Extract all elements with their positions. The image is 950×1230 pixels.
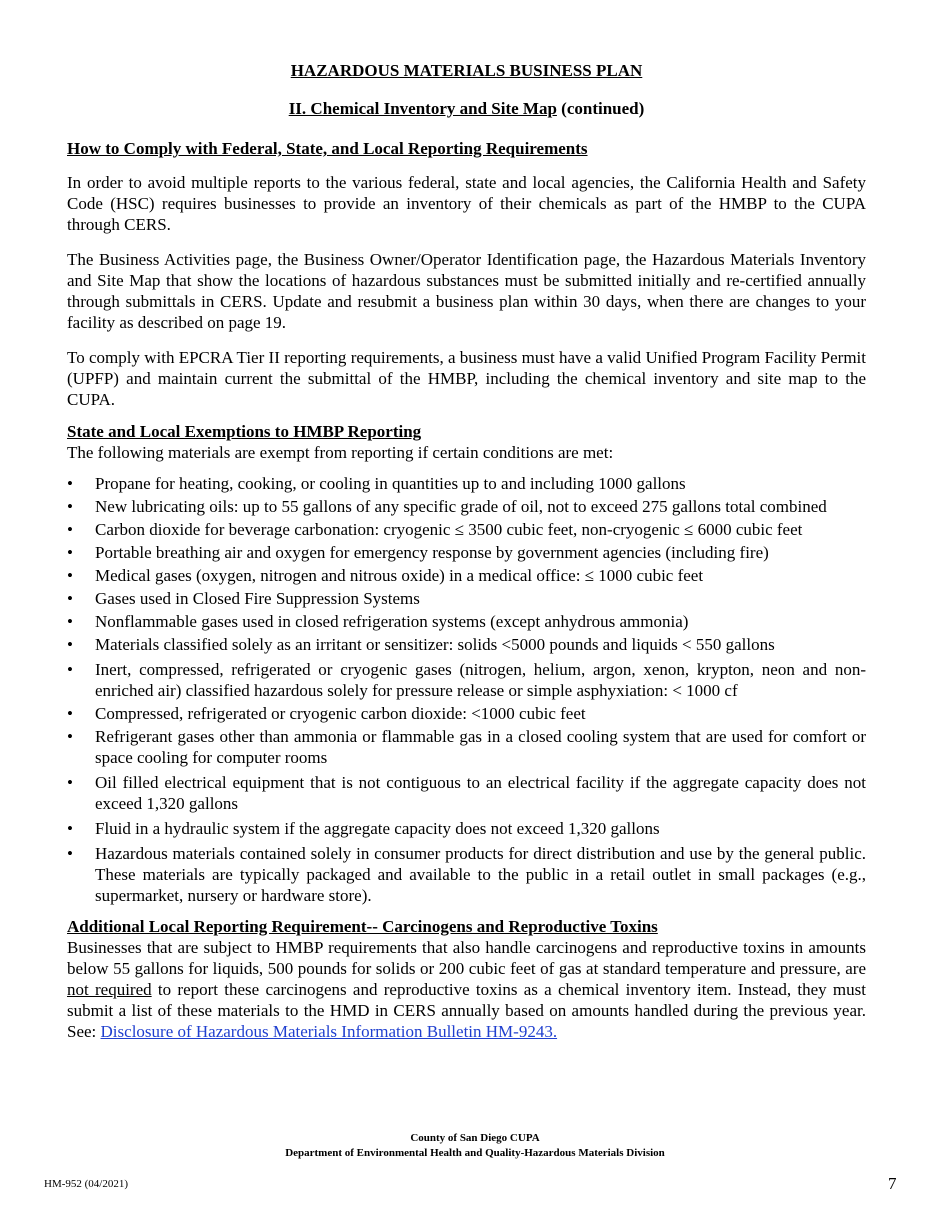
bullet-icon: • (67, 727, 73, 746)
bullet-icon: • (67, 612, 73, 631)
subtitle-suffix: (continued) (556, 99, 645, 118)
section-heading-exemptions: State and Local Exemptions to HMBP Reporting (67, 422, 422, 441)
list-item-text: Carbon dioxide for beverage carbonation: cryogenic ≤ 3500 cubic feet, non-cryogenic ≤ 6000 cubic feet (95, 520, 803, 539)
bullet-icon: • (67, 589, 73, 608)
carcinogens-paragraph (67, 937, 866, 1042)
list-item (67, 496, 866, 517)
list-item (67, 634, 866, 655)
exemptions-intro: The following materials are exempt from reporting if certain conditions are met: (67, 443, 614, 462)
list-item (67, 818, 866, 839)
list-item (67, 473, 866, 494)
bullet-icon: • (67, 844, 73, 863)
list-item-text: Nonflammable gases used in closed refrigeration systems (except anhydrous ammonia) (95, 612, 689, 631)
bullet-icon: • (67, 497, 73, 516)
list-item-text: New lubricating oils: up to 55 gallons of any specific grade of oil, not to exceed 275 gallons total combined (95, 497, 827, 516)
list-item-text: Gases used in Closed Fire Suppression Systems (95, 589, 420, 608)
list-item (67, 565, 866, 586)
exemptions-list (67, 473, 866, 906)
list-item-text: Oil filled electrical equipment that is not contiguous to an electrical facility if the aggregate capacity does not exceed 1,320 gallons (95, 773, 866, 813)
list-item (67, 519, 866, 540)
list-item (67, 726, 866, 768)
list-item-text: Materials classified solely as an irritant or sensitizer: solids <5000 pounds and liquids < 550 gallons (95, 635, 775, 654)
compliance-paragraph-2: The Business Activities page, the Business Owner/Operator Identification page, the Hazardous Materials Inventory and Site Map that show the locations of hazardous substances must be submitted initially and re-certified annually through submittals in CERS. Update and resubmit a business plan within 30 days, when there are changes to your facility as described on page 19. (67, 250, 866, 332)
list-item-text: Refrigerant gases other than ammonia or flammable gas in a closed cooling system that are used for comfort or space cooling for computer rooms (95, 727, 866, 767)
section-heading-compliance: How to Comply with Federal, State, and Local Reporting Requirements (67, 139, 588, 158)
list-item (67, 703, 866, 724)
carcinogens-text-after: to report these carcinogens and reproductive toxins as a chemical inventory item. Instead, they must submit a list of these materials to the HMD in CERS annually based on amounts handled during the previous year. See: (67, 980, 866, 1041)
section-heading-carcinogens: Additional Local Reporting Requirement-- Carcinogens and Reproductive Toxins (67, 917, 658, 936)
list-item-text: Compressed, refrigerated or cryogenic carbon dioxide: <1000 cubic feet (95, 704, 586, 723)
list-item-text: Hazardous materials contained solely in consumer products for direct distribution and use by the general public. These materials are typically packaged and available to the public in a retail outlet in small packages (e.g., supermarket, nursery or hardware store). (95, 844, 866, 905)
compliance-paragraph-1: In order to avoid multiple reports to the various federal, state and local agencies, the California Health and Safety Code (HSC) requires businesses to provide an inventory of their chemicals as part of the HMBP to the CUPA through CERS. (67, 173, 866, 234)
carcinogens-text-before: Businesses that are subject to HMBP requirements that also handle carcinogens and reproductive toxins in amounts below 55 gallons for liquids, 500 pounds for solids or 200 cubic feet of gas at standard temperature and pressure, are (67, 938, 866, 978)
list-item (67, 542, 866, 563)
bullet-icon: • (67, 704, 73, 723)
bullet-icon: • (67, 520, 73, 539)
list-item-text: Propane for heating, cooking, or cooling in quantities up to and including 1000 gallons (95, 474, 686, 493)
document-title: HAZARDOUS MATERIALS BUSINESS PLAN (290, 61, 643, 80)
bullet-icon: • (67, 819, 73, 838)
bullet-icon: • (67, 543, 73, 562)
bulletin-hm9243-link[interactable]: Disclosure of Hazardous Materials Information Bulletin HM-9243. (100, 1022, 558, 1041)
list-item (67, 843, 866, 906)
document-body (67, 60, 866, 1042)
list-item (67, 588, 866, 609)
bullet-icon: • (67, 635, 73, 654)
document-subtitle (67, 98, 866, 120)
compliance-paragraph-3: To comply with EPCRA Tier II reporting requirements, a business must have a valid Unified Program Facility Permit (UPFP) and maintain current the submittal of the HMBP, including the chemical inventory and site map to the CUPA. (67, 348, 866, 409)
list-item-text: Medical gases (oxygen, nitrogen and nitrous oxide) in a medical office: ≤ 1000 cubic feet (95, 566, 704, 585)
bullet-icon: • (67, 474, 73, 493)
page-number: 7 (888, 1174, 897, 1193)
footer-division: Department of Environmental Health and Quality-Hazardous Materials Division (285, 1147, 665, 1159)
not-required-emphasis: not required (67, 980, 152, 999)
subtitle-main: II. Chemical Inventory and Site Map (288, 99, 557, 118)
bullet-icon: • (67, 773, 73, 792)
list-item-text: Fluid in a hydraulic system if the aggregate capacity does not exceed 1,320 gallons (95, 819, 660, 838)
list-item (67, 611, 866, 632)
footer-agency: County of San Diego CUPA (410, 1132, 540, 1144)
bullet-icon: • (67, 566, 73, 585)
page-footer (0, 1131, 950, 1161)
bullet-icon: • (67, 660, 73, 679)
list-item (67, 772, 866, 814)
list-item-text: Portable breathing air and oxygen for emergency response by government agencies (including fire) (95, 543, 769, 562)
list-item (67, 659, 866, 701)
list-item-text: Inert, compressed, refrigerated or cryogenic gases (nitrogen, helium, argon, xenon, krypton, neon and non-enriched air) classified hazardous solely for pressure release or simple asphyxiation: < 1000 cf (95, 660, 866, 700)
form-id: HM-952 (04/2021) (44, 1178, 129, 1190)
